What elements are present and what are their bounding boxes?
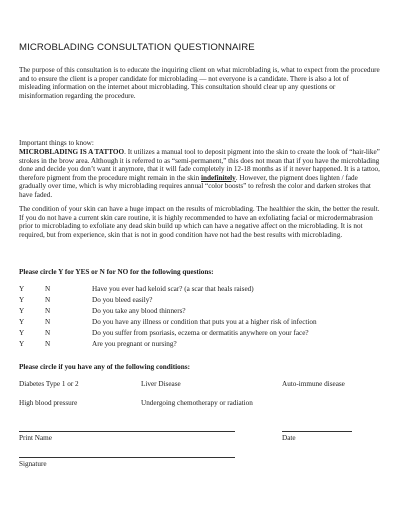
yes-option[interactable]: Y <box>19 329 25 337</box>
yes-no-instruction: Please circle Y for YES or N for NO for the following questions: <box>19 268 214 276</box>
intro-paragraph: The purpose of this consultation is to educate the inquiring client on what microblading is, what to expect from the procedure and to ensure the client is a proper candidate for microblading — not everyone is a candidate. There is also a lot of misleading information on the internet about microblading. This consultation should clear up any questions or misinformation regarding the procedure. <box>19 66 380 100</box>
tattoo-lead: MICROBLADING IS A TATTOO <box>19 148 125 156</box>
question-text: Do you have any illness or condition that puts you at a higher risk of infection <box>92 318 317 326</box>
yes-option[interactable]: Y <box>19 296 25 304</box>
question-text: Have you ever had keloid scar? (a scar that heals raised) <box>92 285 254 293</box>
condition-chemotherapy[interactable]: Undergoing chemotherapy or radiation <box>141 399 253 407</box>
yes-option[interactable]: Y <box>19 318 25 326</box>
date-line[interactable] <box>282 431 352 432</box>
no-option[interactable]: N <box>45 329 51 337</box>
print-name-line[interactable] <box>19 431 235 432</box>
question-text: Do you suffer from psoriasis, eczema or dermatitis anywhere on your face? <box>92 329 309 337</box>
tattoo-text-2: . However, the pigment does lighten / fade gradually over time, which is why microblading requires annual “color boosts” to refresh the color and darken strokes that have faded. <box>19 173 371 199</box>
question-row <box>19 295 381 305</box>
indefinitely-emphasis: indefinitely <box>201 173 236 182</box>
no-option[interactable]: N <box>45 285 51 293</box>
question-row <box>19 328 381 338</box>
yes-option[interactable]: Y <box>19 285 25 293</box>
important-heading: Important things to know: <box>19 139 94 147</box>
date-label: Date <box>282 434 296 442</box>
question-text: Do you bleed easily? <box>92 296 153 304</box>
condition-high-blood-pressure[interactable]: High blood pressure <box>19 399 78 407</box>
no-option[interactable]: N <box>45 296 51 304</box>
question-text: Are you pregnant or nursing? <box>92 340 177 348</box>
tattoo-text-1: . It utilizes a manual tool to deposit pigment into the skin to create the look of “hair-like” strokes in the brow area. Although it is referred to as “semi-permanent,” this does not mean that if you have the microblading done and decide you don’t want it anymore, that it will fade completely in 12-18 months as if it never happened. It is a tattoo, therefore pigment from the procedure might remain in the skin <box>19 148 380 182</box>
question-row <box>19 317 381 327</box>
tattoo-paragraph <box>19 148 381 200</box>
yes-option[interactable]: Y <box>19 340 25 348</box>
question-row <box>19 339 381 349</box>
condition-auto-immune[interactable]: Auto-immune disease <box>282 380 345 388</box>
signature-label: Signature <box>19 460 47 468</box>
question-text: Do you take any blood thinners? <box>92 307 186 315</box>
document-title: MICROBLADING CONSULTATION QUESTIONNAIRE <box>19 42 255 53</box>
skin-paragraph: The condition of your skin can have a huge impact on the results of microblading. The healthier the skin, the better the result. If you do not have a current skin care routine, it is highly recommended to have an exfoliating facial or microdermabrasion prior to microblading to exfoliate any dead skin build up which can have a negative affect on the microblading. It is not required, but from experience, skin that is not in good condition have not had the best results with microblading. <box>19 205 380 239</box>
no-option[interactable]: N <box>45 318 51 326</box>
condition-liver-disease[interactable]: Liver Disease <box>141 380 181 388</box>
no-option[interactable]: N <box>45 307 51 315</box>
question-row <box>19 284 381 294</box>
question-row <box>19 306 381 316</box>
no-option[interactable]: N <box>45 340 51 348</box>
condition-diabetes[interactable]: Diabetes Type 1 or 2 <box>19 380 79 388</box>
signature-line[interactable] <box>19 457 235 458</box>
print-name-label: Print Name <box>19 434 52 442</box>
conditions-instruction: Please circle if you have any of the following conditions: <box>19 363 190 371</box>
yes-option[interactable]: Y <box>19 307 25 315</box>
